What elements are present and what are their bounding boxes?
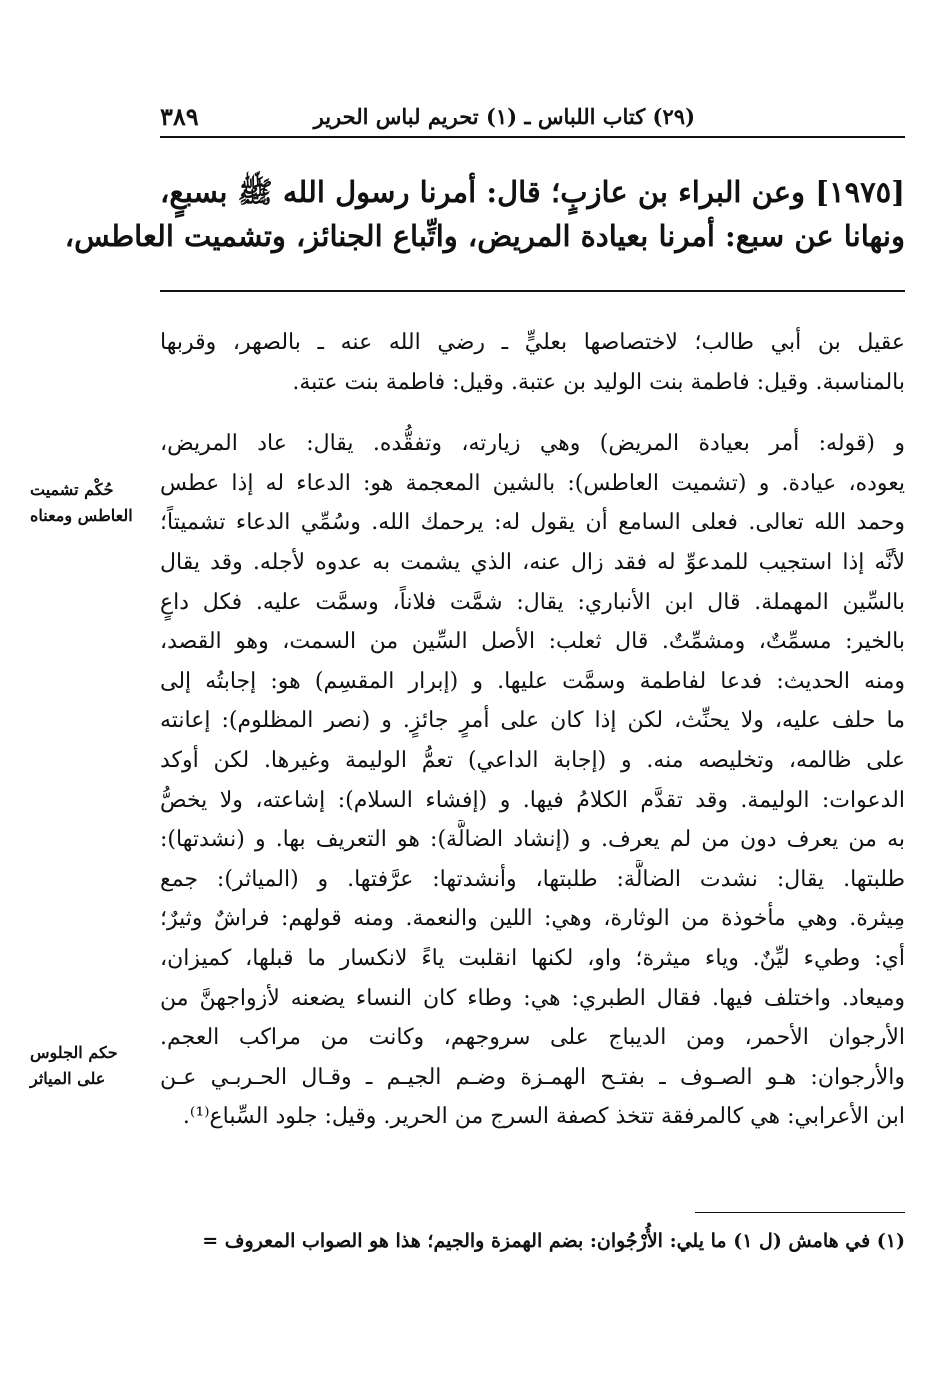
commentary-line: على ظالمه، وتخليصه منه. و (إجابة الداعي) تعمُّ الوليمة وغيرها. لكن أوكد xyxy=(160,747,905,773)
commentary-line: به من يعرف دون من لم يعرف. و (إنشاد الضالَّة): هو التعريف بها. و (نشدتها): xyxy=(160,827,905,853)
margin-note-line: حكم الجلوس xyxy=(30,1043,118,1062)
commentary-line: يعوده، عيادة. و (تشميت العاطس): بالشين المعجمة هو: الدعاء له إذا عطس xyxy=(160,470,905,496)
footnote: (١) في هامش (ل ١) ما يلي: الأُرْجُوان: بضم الهمزة والجيم؛ هذا هو الصواب المعروف = xyxy=(202,1230,905,1252)
margin-note-line: على المياثر xyxy=(30,1069,106,1088)
margin-note-sneeze-ruling xyxy=(30,477,150,529)
commentary-line: ابن الأعرابي: هي كالمرفقة تتخذ كصفة السرج من الحرير. وقيل: جلود السِّباع⁽¹⁾. xyxy=(182,1104,905,1130)
commentary-line: وميعاد. واختلف فيها. فقال الطبري: هي: وطاء كان النساء يضعنه لأزواجهنَّ من xyxy=(160,985,905,1011)
commentary-line: عقيل بن أبي طالب؛ لاختصاصها بعليٍّ ـ رضي الله عنه ـ بالصهر، وقربها xyxy=(160,330,905,355)
commentary-line: الدعوات: الوليمة. وقد تقدَّم الكلامُ فيها. و (إفشاء السلام): إشاعته، ولا يخصُّ xyxy=(160,787,905,813)
margin-note-line: حُكْم تشميت xyxy=(30,480,114,499)
commentary-line: والأرجوان: هـو الصـوف ـ بفتـح الهمـزة وضـم الجيـم ـ وقـال الحـربـي عـن xyxy=(160,1064,905,1090)
commentary-text xyxy=(160,323,905,1137)
commentary-line: مِيثرة. وهي مأخوذة من الوثارة، وهي: اللين والنعمة. ومنه قولهم: فراشٌ وثيرٌ؛ xyxy=(160,906,905,932)
footnote-separator xyxy=(695,1212,905,1213)
margin-note-mayathir-ruling xyxy=(30,1040,150,1092)
commentary-line: ومنه الحديث: فدعا لفاطمة وسمَّت عليها. و (إبرار المقسِم) هو: إجابتُه إلى xyxy=(160,668,905,694)
commentary-line: بالسِّين المهملة. قال ابن الأنباري: يقال: شمَّت فلاناً، وسمَّت عليه. فكل داعٍ xyxy=(160,589,905,615)
running-header xyxy=(160,100,905,138)
margin-note-line: العاطس ومعناه xyxy=(30,506,133,525)
page-number: ٣٨٩ xyxy=(160,102,199,131)
hadith-text xyxy=(64,170,905,258)
commentary-line: وحمد الله تعالى. فعلى السامع أن يقول له: يرحمك الله. وسُمِّي الدعاء تشميتاً؛ xyxy=(160,510,905,536)
hadith-line: [١٩٧٥] وعن البراء بن عازبٍ؛ قال: أمرنا رسول الله ﷺ بسبعٍ، xyxy=(160,175,905,209)
commentary-line: بالمناسبة. وقيل: فاطمة بنت الوليد بن عتبة. وقيل: فاطمة بنت عتبة. xyxy=(292,369,905,395)
commentary-line: لأنَّه إذا استجيب للمدعوِّ له فقد زال عنه، الذي يشمت به عدوه لأجله. وقد يقال xyxy=(160,549,905,575)
commentary-line: ما حلف عليه، ولا يحنِّث، لكن إذا كان على أمرٍ جائزٍ. و (نصر المظلوم): إعانته xyxy=(160,708,905,734)
hadith-line: ونهانا عن سبع: أمرنا بعيادة المريض، واتِّباع الجنائز، وتشميت العاطس، xyxy=(64,219,905,253)
chapter-title: (٢٩) كتاب اللباس ـ (١) تحريم لباس الحرير xyxy=(313,104,695,129)
commentary-line: الأرجوان الأحمر، ومن الديباج على سروجهم، وكانت من مراكب العجم. xyxy=(160,1025,905,1051)
text-commentary-separator xyxy=(160,290,905,292)
paragraph-gap xyxy=(160,402,905,424)
commentary-line: طلبتها. يقال: نشدت الضالَّة: طلبتها، وأنشدتها: عرَّفتها. و (المياثر): جمع xyxy=(160,866,905,892)
commentary-line: بالخير: مسمِّتٌ، ومشمِّتٌ. قال ثعلب: الأصل السِّين من السمت، وهو القصد، xyxy=(160,629,905,655)
commentary-line: و (قوله: أمر بعيادة المريض) وهي زيارته، وتفقُّده. يقال: عاد المريض، xyxy=(160,431,905,457)
commentary-line: أي: وطيء ليِّنٌ. وياء ميثرة؛ واو، لكنها انقلبت ياءً لانكسار ما قبلها، كميزان، xyxy=(160,945,905,971)
